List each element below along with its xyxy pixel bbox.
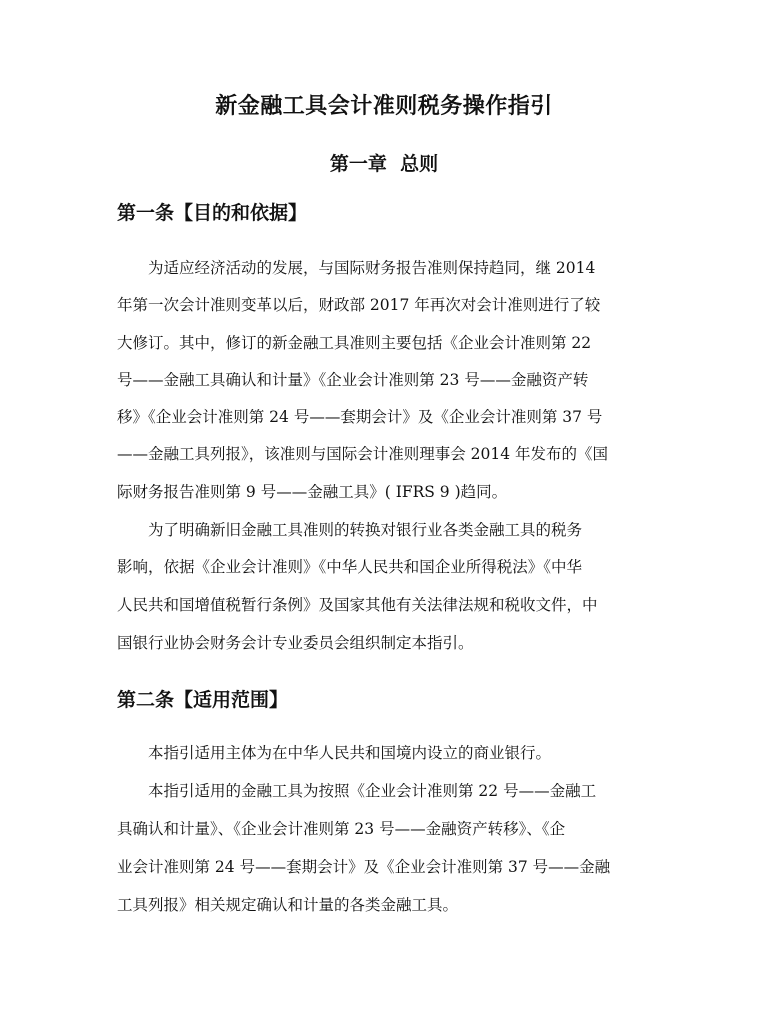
chapter-title: 第一章 总则 bbox=[329, 153, 439, 175]
article-2-line: 本指引适用的金融工具为按照《企业会计准则第 22 号——金融工 bbox=[148, 782, 597, 800]
article-1-line: 人民共和国增值税暂行条例》及国家其他有关法律法规和税收文件，中 bbox=[117, 596, 598, 614]
article-1-line: ——金融工具列报》，该准则与国际会计准则理事会 2014 年发布的《国 bbox=[117, 445, 609, 463]
article-1-line: 号——金融工具确认和计量》《企业会计准则第 23 号——金融资产转 bbox=[117, 371, 589, 389]
article-1-line: 际财务报告准则第 9 号——金融工具》( IFRS 9 )趋同。 bbox=[117, 483, 508, 501]
article-1-line: 国银行业协会财务会计专业委员会组织制定本指引。 bbox=[117, 634, 474, 652]
article-1-line: 年第一次会计准则变革以后，财政部 2017 年再次对会计准则进行了较 bbox=[117, 296, 601, 314]
document-title: 新金融工具会计准则税务操作指引 bbox=[215, 93, 553, 119]
article-1-line: 影响，依据《企业会计准则》《中华人民共和国企业所得税法》《中华 bbox=[117, 558, 583, 576]
article-1-line: 为了明确新旧金融工具准则的转换对银行业各类金融工具的税务 bbox=[148, 521, 583, 539]
article-2-line: 业会计准则第 24 号——套期会计》及《企业会计准则第 37 号——金融 bbox=[117, 858, 611, 876]
article-1-line: 为适应经济活动的发展，与国际财务报告准则保持趋同，继 2014 bbox=[148, 259, 596, 277]
article-2-line: 具确认和计量》、《企业会计准则第 23 号——金融资产转移》、《企 bbox=[117, 820, 566, 838]
article-2-line: 本指引适用主体为在中华人民共和国境内设立的商业银行。 bbox=[148, 744, 552, 762]
article-1-line: 大修订。其中，修订的新金融工具准则主要包括《企业会计准则第 22 bbox=[117, 334, 592, 352]
article-1-line: 移》《企业会计准则第 24 号——套期会计》及《企业会计准则第 37 号 bbox=[117, 408, 603, 426]
article-1-heading: 第一条【目的和依据】 bbox=[117, 202, 308, 224]
article-2-line: 工具列报》相关规定确认和计量的各类金融工具。 bbox=[117, 896, 459, 914]
article-2-heading: 第二条【适用范围】 bbox=[117, 689, 289, 711]
